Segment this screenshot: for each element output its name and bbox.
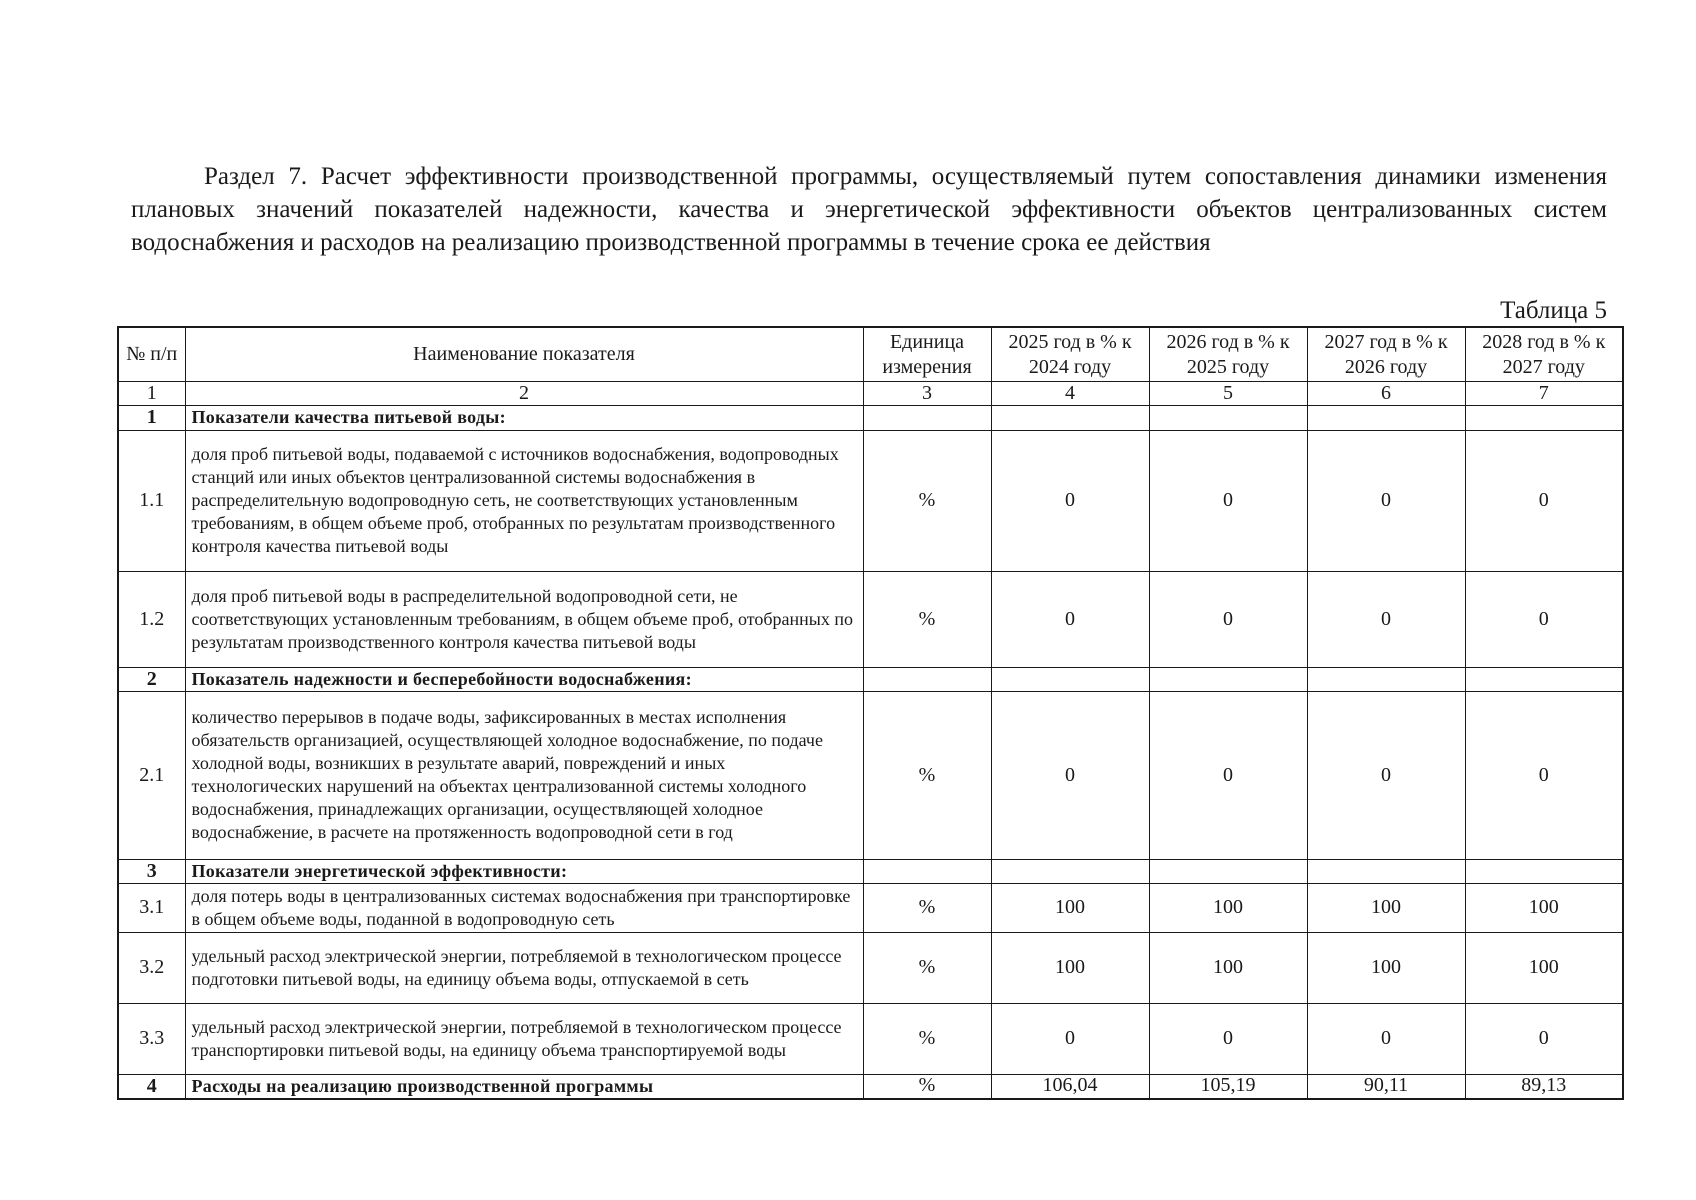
row-value-2026: 0: [1149, 1003, 1307, 1074]
row-value-2027: [1307, 859, 1465, 883]
row-value-2027: 0: [1307, 1003, 1465, 1074]
row-value-2027: 100: [1307, 883, 1465, 932]
row-value-2027: [1307, 405, 1465, 430]
row-value-2026: [1149, 405, 1307, 430]
row-value-2026: 100: [1149, 932, 1307, 1003]
table-row-section-4: [118, 1074, 1623, 1099]
row-unit: %: [863, 430, 991, 571]
table-row: [118, 1003, 1623, 1074]
row-value-2025: 0: [991, 430, 1149, 571]
row-name: Расходы на реализацию производственной программы: [185, 1074, 863, 1099]
column-number: 1: [118, 381, 185, 405]
column-number: 4: [991, 381, 1149, 405]
row-unit: [863, 667, 991, 691]
row-number: 2: [118, 667, 185, 691]
table-row: [118, 883, 1623, 932]
row-value-2028: 100: [1465, 932, 1623, 1003]
row-name: доля проб питьевой воды в распределительной водопроводной сети, не соответствующих установленным требованиям, в общем объеме проб, отобранных по результатам производственного контроля качества питьевой воды: [185, 571, 863, 667]
row-value-2027: 100: [1307, 932, 1465, 1003]
row-value-2026: 105,19: [1149, 1074, 1307, 1099]
row-value-2025: 100: [991, 883, 1149, 932]
row-number: 3: [118, 859, 185, 883]
row-name: Показатель надежности и бесперебойности водоснабжения:: [185, 667, 863, 691]
header-2026: 2026 год в % к 2025 году: [1149, 327, 1307, 381]
row-value-2026: 0: [1149, 430, 1307, 571]
table-row: [118, 932, 1623, 1003]
row-value-2025: 100: [991, 932, 1149, 1003]
row-value-2027: [1307, 667, 1465, 691]
table-header-row: [118, 327, 1623, 381]
header-num: № п/п: [118, 327, 185, 381]
row-name: Показатели энергетической эффективности:: [185, 859, 863, 883]
row-name: количество перерывов в подаче воды, зафиксированных в местах исполнения обязательств организацией, осуществляющей холодное водоснабжение, по подаче холодной воды, возникших в результате аварий, повреждений и иных технологических нарушений на объектах централизованной системы холодного водоснабжения, принадлежащих организации, осуществляющей холодное водоснабжение, в расчете на протяженность водопроводной сети в год: [185, 691, 863, 859]
row-value-2028: [1465, 667, 1623, 691]
row-value-2025: 106,04: [991, 1074, 1149, 1099]
row-value-2026: [1149, 667, 1307, 691]
row-value-2025: [991, 405, 1149, 430]
table-row: [118, 691, 1623, 859]
row-number: 1: [118, 405, 185, 430]
row-value-2028: 100: [1465, 883, 1623, 932]
row-value-2027: 0: [1307, 430, 1465, 571]
header-unit: Единица измерения: [863, 327, 991, 381]
row-value-2028: 0: [1465, 571, 1623, 667]
row-name: удельный расход электрической энергии, потребляемой в технологическом процессе подготовки питьевой воды, на единицу объема воды, отпускаемой в сеть: [185, 932, 863, 1003]
header-2027: 2027 год в % к 2026 году: [1307, 327, 1465, 381]
row-unit: %: [863, 883, 991, 932]
row-value-2027: 0: [1307, 571, 1465, 667]
column-number: 5: [1149, 381, 1307, 405]
row-value-2025: [991, 667, 1149, 691]
row-unit: [863, 405, 991, 430]
indicators-table: [117, 326, 1624, 1100]
row-value-2025: 0: [991, 1003, 1149, 1074]
row-value-2028: 0: [1465, 1003, 1623, 1074]
table-row-section-3: [118, 859, 1623, 883]
row-name: доля проб питьевой воды, подаваемой с источников водоснабжения, водопроводных станций или иных объектов централизованной системы водоснабжения в распределительную водопроводную сеть, не соответствующих установленным требованиям, в общем объеме проб, отобранных по результатам производственного контроля качества питьевой воды: [185, 430, 863, 571]
row-value-2028: 89,13: [1465, 1074, 1623, 1099]
row-number: 3.2: [118, 932, 185, 1003]
table-row-section-1: [118, 405, 1623, 430]
row-number: 3.1: [118, 883, 185, 932]
row-value-2025: [991, 859, 1149, 883]
table-label: Таблица 5: [1500, 297, 1607, 324]
row-value-2026: [1149, 859, 1307, 883]
row-unit: %: [863, 1003, 991, 1074]
row-unit: %: [863, 932, 991, 1003]
header-2025: 2025 год в % к 2024 году: [991, 327, 1149, 381]
column-number: 3: [863, 381, 991, 405]
table-row-section-2: [118, 667, 1623, 691]
row-name: доля потерь воды в централизованных системах водоснабжения при транспортировке в общем объеме воды, поданной в водопроводную сеть: [185, 883, 863, 932]
row-value-2027: 0: [1307, 691, 1465, 859]
row-unit: [863, 859, 991, 883]
header-2028: 2028 год в % к 2027 году: [1465, 327, 1623, 381]
row-number: 2.1: [118, 691, 185, 859]
row-name: Показатели качества питьевой воды:: [185, 405, 863, 430]
column-number-row: [118, 381, 1623, 405]
row-value-2025: 0: [991, 571, 1149, 667]
row-unit: %: [863, 691, 991, 859]
row-value-2028: 0: [1465, 691, 1623, 859]
table-row: [118, 571, 1623, 667]
row-unit: %: [863, 1074, 991, 1099]
row-value-2027: 90,11: [1307, 1074, 1465, 1099]
row-name: удельный расход электрической энергии, потребляемой в технологическом процессе транспортировки питьевой воды, на единицу объема транспортируемой воды: [185, 1003, 863, 1074]
row-value-2026: 0: [1149, 571, 1307, 667]
row-number: 4: [118, 1074, 185, 1099]
table-row: [118, 430, 1623, 571]
row-number: 1.1: [118, 430, 185, 571]
column-number: 6: [1307, 381, 1465, 405]
section-heading: Раздел 7. Расчет эффективности производственной программы, осуществляемый путем сопоставления динамики изменения плановых значений показателей надежности, качества и энергетической эффективности объектов централизованных систем водоснабжения и расходов на реализацию производственной программы в течение срока ее действия: [131, 163, 1607, 256]
row-value-2026: 100: [1149, 883, 1307, 932]
row-value-2026: 0: [1149, 691, 1307, 859]
row-value-2028: [1465, 859, 1623, 883]
row-unit: %: [863, 571, 991, 667]
row-number: 1.2: [118, 571, 185, 667]
column-number: 2: [185, 381, 863, 405]
row-number: 3.3: [118, 1003, 185, 1074]
row-value-2028: 0: [1465, 430, 1623, 571]
row-value-2028: [1465, 405, 1623, 430]
column-number: 7: [1465, 381, 1623, 405]
header-name: Наименование показателя: [185, 327, 863, 381]
row-value-2025: 0: [991, 691, 1149, 859]
